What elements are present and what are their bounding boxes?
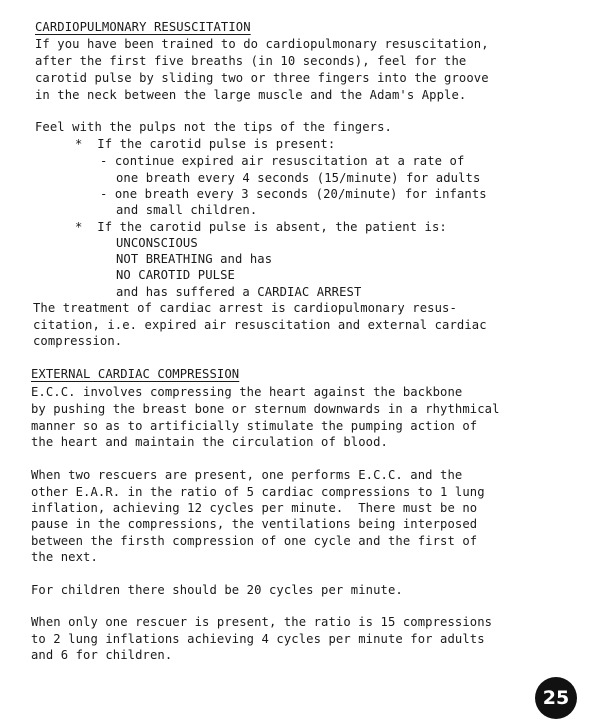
present-item: - one breath every 3 seconds (20/minute) for infants — [100, 187, 487, 201]
intro-line: If you have been trained to do cardiopulmonary resuscitation, — [35, 37, 489, 51]
ecc-line: by pushing the breast bone or sternum downwards in a rhythmical — [31, 402, 500, 416]
present-item: and small children. — [116, 203, 258, 217]
intro-line: in the neck between the large muscle and the Adam's Apple. — [35, 88, 467, 102]
two-rescuers-line: When two rescuers are present, one performs E.C.C. and the — [31, 468, 463, 482]
treatment-line: citation, i.e. expired air resuscitation and external cardiac — [33, 318, 487, 332]
children-cycles-line: For children there should be 20 cycles per minute. — [31, 583, 403, 597]
absent-item: UNCONSCIOUS — [116, 236, 198, 250]
bullet-pulse-absent: * If the carotid pulse is absent, the patient is: — [75, 220, 447, 234]
ecc-line: E.C.C. involves compressing the heart against the backbone — [31, 385, 463, 399]
intro-line: carotid pulse by sliding two or three fingers into the groove — [35, 71, 489, 85]
present-item: one breath every 4 seconds (15/minute) for adults — [116, 171, 481, 185]
absent-item: and has suffered a CARDIAC ARREST — [116, 285, 362, 299]
two-rescuers-line: the next. — [31, 550, 98, 564]
two-rescuers-line: other E.A.R. in the ratio of 5 cardiac compressions to 1 lung — [31, 485, 485, 499]
absent-item: NOT BREATHING and has — [116, 252, 273, 266]
bullet-pulse-present: * If the carotid pulse is present: — [75, 137, 336, 151]
one-rescuer-line: When only one rescuer is present, the ratio is 15 compressions — [31, 615, 493, 629]
one-rescuer-line: and 6 for children. — [31, 648, 173, 662]
two-rescuers-line: pause in the compressions, the ventilations being interposed — [31, 517, 478, 531]
two-rescuers-line: inflation, achieving 12 cycles per minute. There must be no — [31, 501, 478, 515]
intro-line: after the first five breaths (in 10 seconds), feel for the — [35, 54, 467, 68]
treatment-line: compression. — [33, 334, 123, 348]
one-rescuer-line: to 2 lung inflations achieving 4 cycles per minute for adults — [31, 632, 485, 646]
absent-item: NO CAROTID PULSE — [116, 268, 235, 282]
feel-line: Feel with the pulps not the tips of the fingers. — [35, 120, 392, 134]
ecc-line: the heart and maintain the circulation of blood. — [31, 435, 388, 449]
heading-ecc: EXTERNAL CARDIAC COMPRESSION — [31, 367, 240, 381]
two-rescuers-line: between the firsth compression of one cycle and the first of — [31, 534, 478, 548]
present-item: - continue expired air resuscitation at a rate of — [100, 154, 465, 168]
page-number-badge: 25 — [535, 677, 577, 719]
treatment-line: The treatment of cardiac arrest is cardiopulmonary resus- — [33, 301, 457, 315]
heading-cpr: CARDIOPULMONARY RESUSCITATION — [35, 20, 251, 34]
ecc-line: manner so as to artificially stimulate the pumping action of — [31, 419, 478, 433]
